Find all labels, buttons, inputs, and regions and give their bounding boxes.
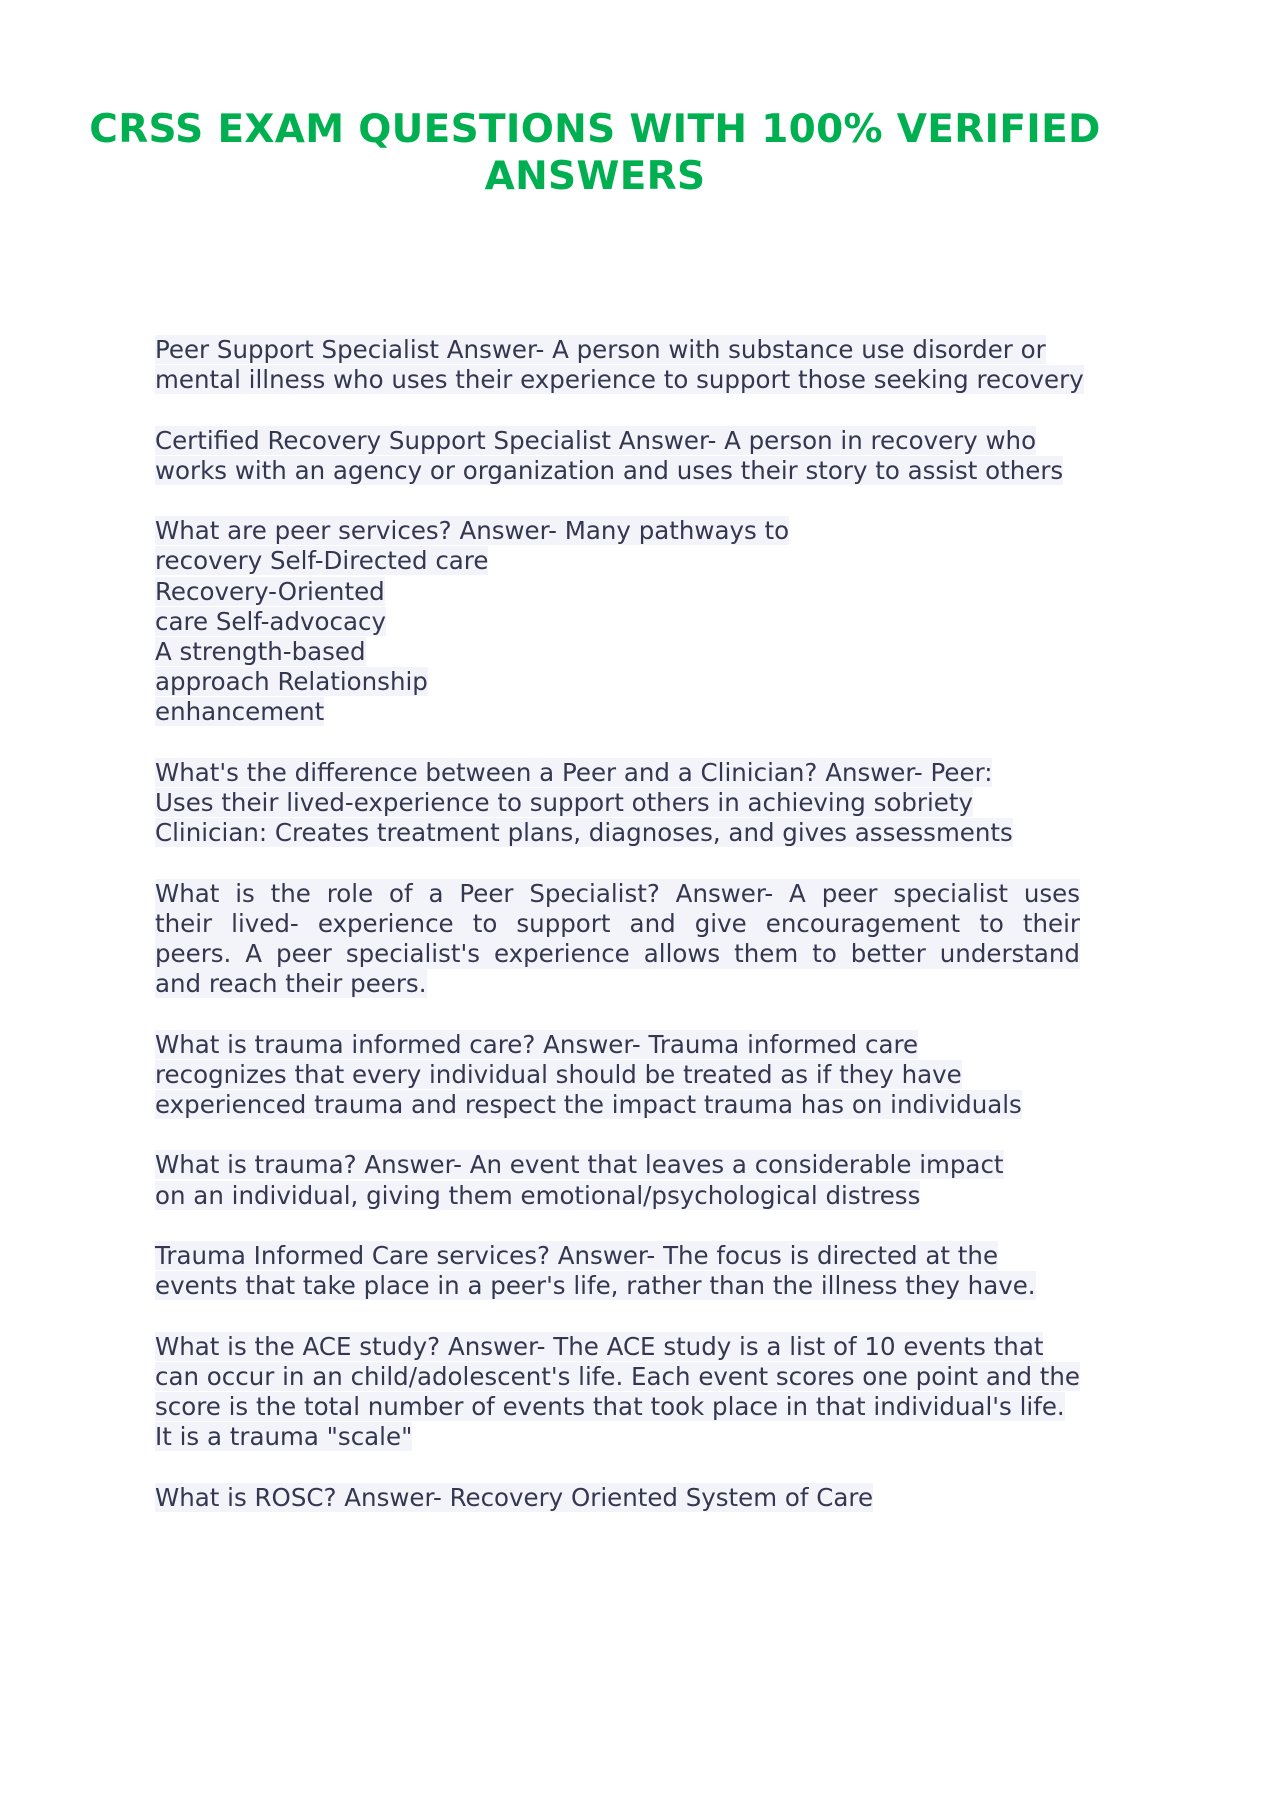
- qa-entry-what-is-trauma: [155, 1150, 1155, 1210]
- qa-line: What is trauma informed care? Answer- Trauma informed care: [155, 1029, 919, 1059]
- title-line-1: CRSS EXAM QUESTIONS WITH 100% VERIFIED: [89, 107, 1101, 152]
- qa-line: Trauma Informed Care services? Answer- The focus is directed at the: [155, 1240, 999, 1270]
- qa-entry-ace-study: [155, 1332, 1155, 1453]
- qa-line: What's the difference between a Peer and a Clinician? Answer- Peer:: [155, 757, 993, 787]
- qa-list: [155, 335, 1155, 1543]
- qa-line: What is the role of a Peer Specialist? Answer- A peer specialist uses: [155, 878, 1080, 908]
- qa-line: A strength-based: [155, 637, 366, 666]
- qa-entry-role-of-peer-specialist: [155, 879, 1155, 1000]
- qa-entry-certified-recovery-support-specialist: [155, 426, 1155, 486]
- qa-line: enhancement: [155, 697, 325, 727]
- qa-line: experienced trauma and respect the impact trauma has on individuals: [155, 1090, 1022, 1119]
- qa-entry-peer-vs-clinician: [155, 758, 1155, 849]
- qa-entry-trauma-informed-care: [155, 1030, 1155, 1121]
- qa-line: Clinician: Creates treatment plans, diagnoses, and gives assessments: [155, 818, 1013, 848]
- qa-line: on an individual, giving them emotional/psychological distress: [155, 1180, 921, 1210]
- qa-entry-rosc: [155, 1483, 1155, 1513]
- qa-line: works with an agency or organization and uses their story to assist others: [155, 455, 1064, 485]
- qa-line: approach Relationship: [155, 667, 428, 697]
- qa-entry-trauma-informed-care-services: [155, 1241, 1155, 1301]
- qa-line: Uses their lived-experience to support others in achieving sobriety: [155, 788, 973, 817]
- qa-line: recognizes that every individual should be treated as if they have: [155, 1059, 962, 1089]
- qa-line: Certified Recovery Support Specialist Answer- A person in recovery who: [155, 425, 1037, 455]
- qa-line: peers. A peer specialist's experience allows them to better understand: [155, 939, 1080, 968]
- qa-line: mental illness who uses their experience to support those seeking recovery: [155, 365, 1084, 395]
- qa-line: What is ROSC? Answer- Recovery Oriented System of Care: [155, 1482, 874, 1512]
- document-title: [60, 106, 1130, 200]
- qa-line: care Self-advocacy: [155, 606, 386, 636]
- qa-line: What are peer services? Answer- Many pathways to: [155, 516, 790, 546]
- qa-line: can occur in an child/adolescent's life. Each event scores one point and the: [155, 1361, 1081, 1391]
- qa-line: Recovery-Oriented: [155, 576, 385, 606]
- qa-line: their lived- experience to support and give encouragement to their: [155, 908, 1080, 938]
- title-line-2: ANSWERS: [484, 154, 706, 199]
- qa-line: Peer Support Specialist Answer- A person with substance use disorder or: [155, 335, 1046, 364]
- qa-entry-peer-support-specialist: [155, 335, 1155, 395]
- qa-line: recovery Self-Directed care: [155, 546, 489, 576]
- qa-line: What is trauma? Answer- An event that leaves a considerable impact: [155, 1150, 1004, 1180]
- qa-entry-peer-services: [155, 516, 1155, 727]
- qa-line: events that take place in a peer's life, rather than the illness they have.: [155, 1271, 1036, 1301]
- qa-line: score is the total number of events that took place in that individual's life.: [155, 1391, 1065, 1421]
- qa-line: It is a trauma "scale": [155, 1422, 413, 1452]
- qa-line: What is the ACE study? Answer- The ACE study is a list of 10 events that: [155, 1331, 1044, 1361]
- qa-line: and reach their peers.: [155, 969, 427, 999]
